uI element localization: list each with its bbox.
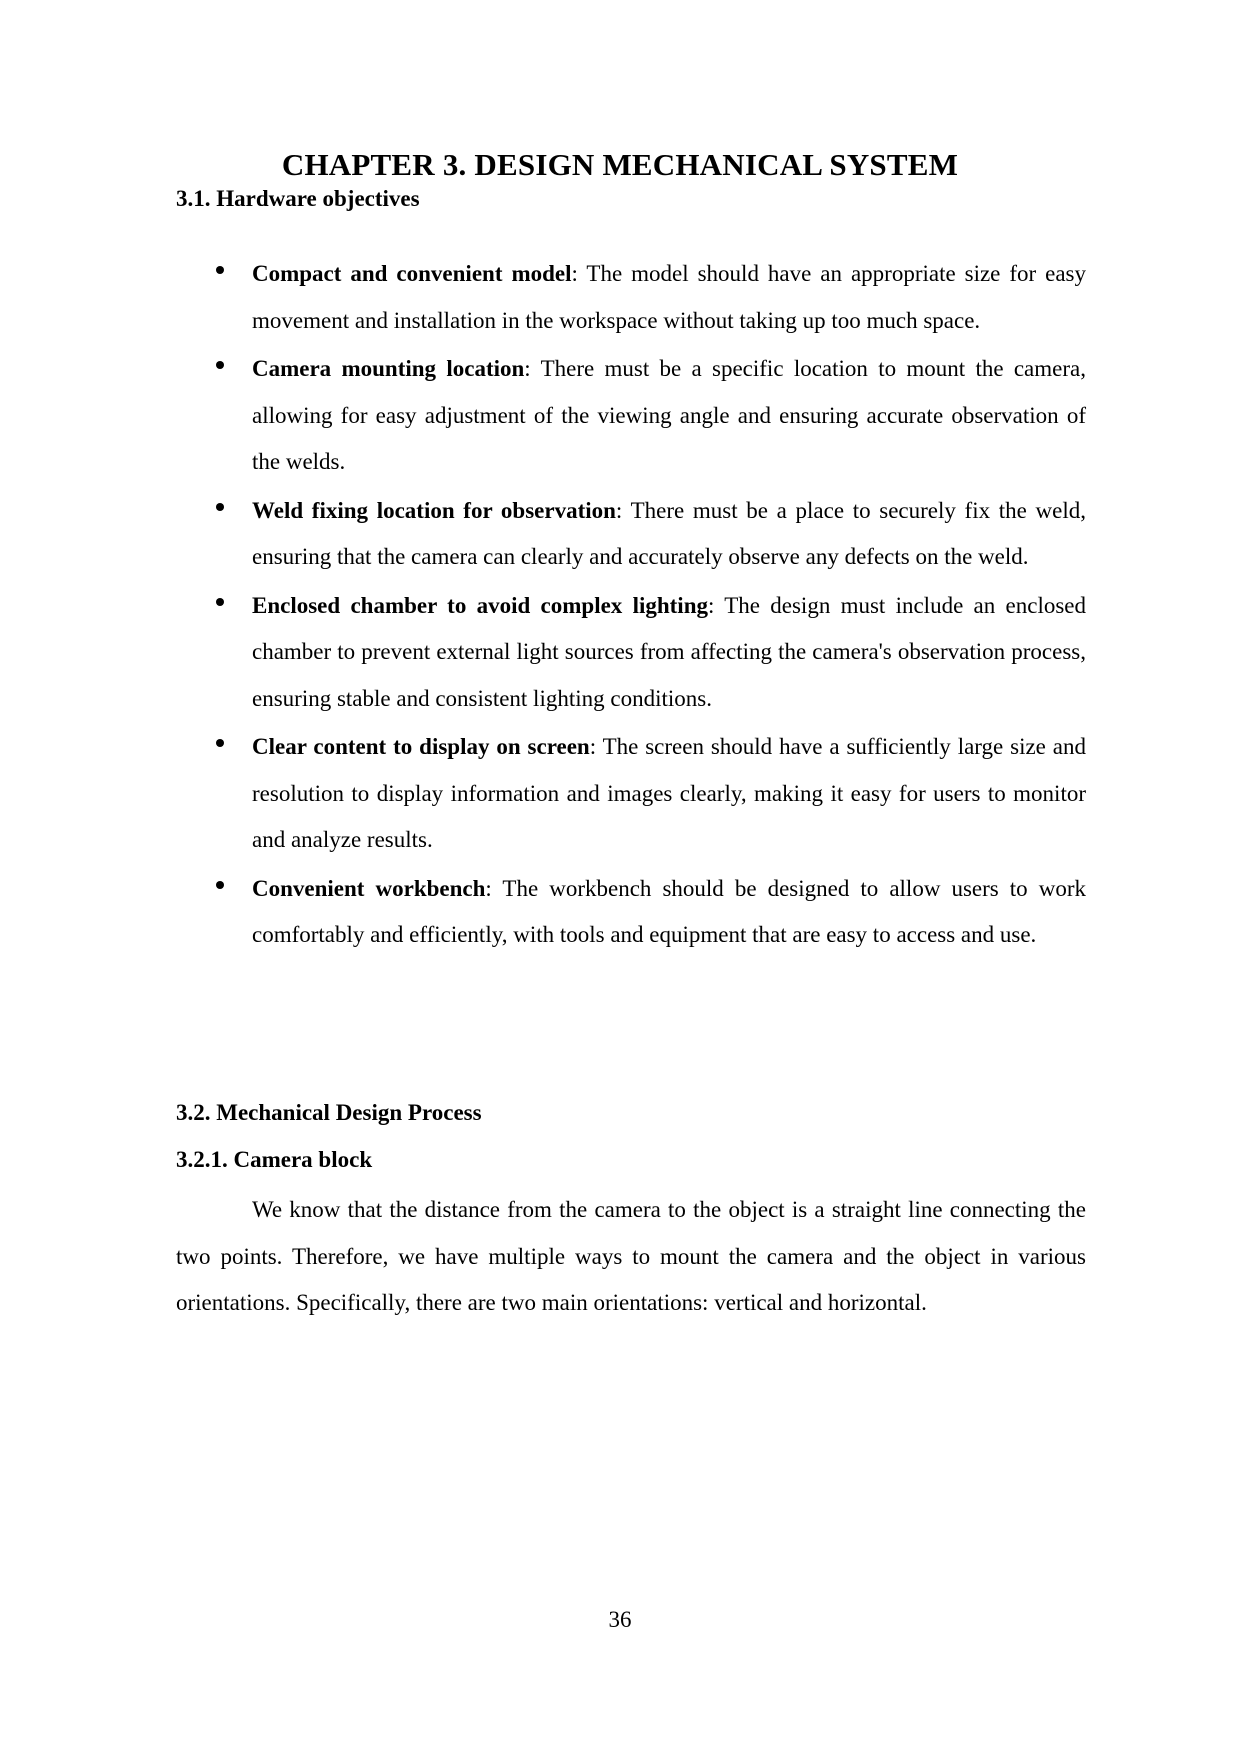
list-item xyxy=(0,251,1240,344)
bullet-icon xyxy=(216,503,224,511)
list-item-description: : There must be a place to securely fix the weld, ensuring that the camera can clearly and accurately observe any defects on the weld. xyxy=(252,497,1086,569)
list-item-text xyxy=(252,866,1086,959)
list-item xyxy=(0,724,1240,864)
list-item xyxy=(0,583,1240,723)
section-heading-mechanical-design-process: 3.2. Mechanical Design Process xyxy=(176,1100,482,1125)
bullet-icon xyxy=(216,739,224,747)
hardware-objectives-list xyxy=(0,251,1240,961)
list-item-description: : The workbench should be designed to allow users to work comfortably and efficiently, with tools and equipment that are easy to access and use. xyxy=(252,875,1086,947)
list-item-text xyxy=(252,583,1086,723)
chapter-title: CHAPTER 3. DESIGN MECHANICAL SYSTEM xyxy=(281,147,959,182)
bullet-icon xyxy=(216,266,224,274)
bullet-icon xyxy=(216,881,224,889)
list-item-description: : The design must include an enclosed chamber to prevent external light sources from affecting the camera's observation process, ensuring stable and consistent lighting conditions. xyxy=(252,592,1086,711)
list-item-text xyxy=(252,346,1086,486)
section-heading-hardware-objectives: 3.1. Hardware objectives xyxy=(176,186,420,211)
list-item-text xyxy=(252,251,1086,344)
page-number: 36 xyxy=(608,1607,632,1632)
list-item-description: : The screen should have a sufficiently large size and resolution to display information and images clearly, making it easy for users to monitor and analyze results. xyxy=(252,734,1086,852)
bullet-icon xyxy=(216,361,224,369)
list-item-term: Compact and convenient model xyxy=(252,261,572,286)
list-item-text xyxy=(252,724,1086,864)
list-item-term: Weld fixing location for observation xyxy=(252,497,616,523)
list-item-description: : The model should have an appropriate size for easy movement and installation in the workspace without taking up too much space. xyxy=(252,261,1086,333)
camera-block-paragraph: We know that the distance from the camera to the object is a straight line connecting the two points. Therefore, we have multiple ways to mount the camera and the object in various orientations. Specifically, there are two main orientations: vertical and horizontal. xyxy=(176,1197,1086,1315)
subsection-heading-camera-block: 3.2.1. Camera block xyxy=(176,1147,373,1172)
list-item-term: Enclosed chamber to avoid complex lighting xyxy=(252,592,708,618)
bullet-icon xyxy=(216,598,224,606)
list-item-term: Clear content to display on screen xyxy=(252,734,590,759)
list-item-text xyxy=(252,488,1086,581)
list-item-description: : There must be a specific location to mount the camera, allowing for easy adjustment of the viewing angle and ensuring accurate observation of the welds. xyxy=(252,356,1086,474)
list-item xyxy=(0,866,1240,959)
list-item-term: Convenient workbench xyxy=(252,875,486,901)
list-item xyxy=(0,346,1240,486)
list-item xyxy=(0,488,1240,581)
list-item-term: Camera mounting location xyxy=(252,356,525,381)
